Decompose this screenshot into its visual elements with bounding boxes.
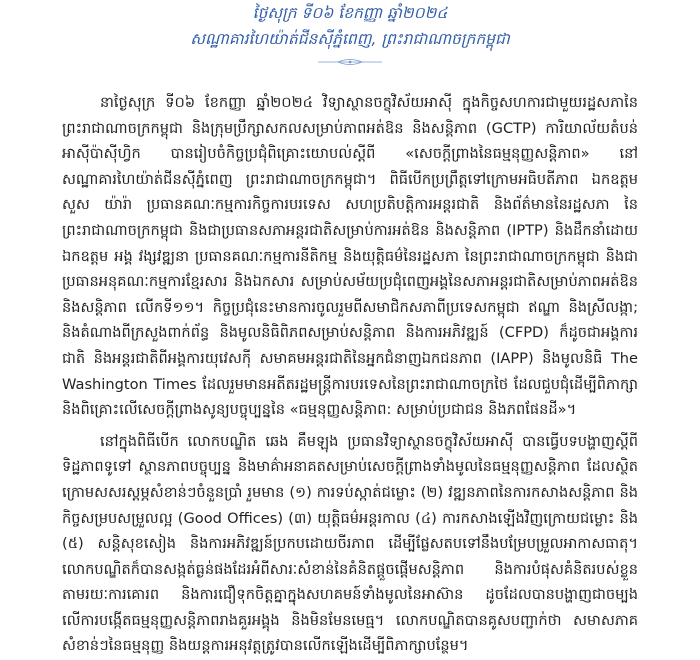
header-date: ថ្ងៃសុក្រ ទី០៦ ខែកញ្ញា ឆ្នាំ២០២៤ [252,4,448,22]
header-divider-ornament [62,58,638,66]
body-paragraph-2: នៅក្នុងពិធីបើក លោកបណ្ឌិត ឆេង គឹមឡុង ប្រធានវិទ្យាស្ថានចក្ខុវិស័យអាស៊ី បានធ្វើបទបង្ហាញស្តីពីទិដ្ឋភាពទូទៅ ស្ថានភាពបច្ចុប្បន្ន និងមាគ៌ាអនាគតសម្រាប់សេចក្តីព្រាងទាំងមូលនៃធម្មនុញ្ញសន្តិភាព ដែលស្ថិតក្រោមសសរស្តម្ភសំខាន់ៗចំនួនប្រាំ រួមមាន (១) ការទប់ស្កាត់ជម្លោះ (២) វឌ្ឍនភាពនៃការកសាងសន្តិភាព និងកិច្ចសម្របសម្រួលល្អ (Good Offices) (៣) យុត្តិធម៌អន្តរកាល (៤) ការកសាងឡើងវិញក្រោយជម្លោះ និង (៥) សន្តិសុខសៀង និងការអភិវឌ្ឍន៍ប្រកបដោយចីរភាព ដើម្បីផ្លែសតបទៅនឹងបម្រែបម្រួលអាកាសធាតុ។ លោកបណ្ឌិតក៏បានសង្កត់ធ្ងន់ផងដែរអំពីសារៈសំខាន់នៃគំនិតផ្តួចផ្តើមសន្តិភាព និងការបំផុសគំនិតរបស់ខ្លួន តាមរយៈការគោរព និងការជឿទុកចិត្តគ្នាក្នុងសហគមន៍ទាំងមូលនៃអាស៊ាន ដូចដែលបានបង្ហាញជាចម្បងលើការបង្កើតធម្មនុញ្ញសន្តិភាពរាងគួរអង្គុង និងមិនមែនមេធ្ម។ លោកបណ្ឌិតបានគូសបញ្ជាក់ថា សមាសភាគសំខាន់ៗនៃធម្មនុញ្ញ និងយន្តការអនុវត្តត្រូវបានលើកឡើងដើម្បីពិភាក្សាបន្ថែម។ [62,432,638,655]
document-header [62,0,638,52]
body-paragraph-1: នាថ្ងៃសុក្រ ទី០៦ ខែកញ្ញា ឆ្នាំ២០២៤ វិទ្យាស្ថានចក្ខុវិស័យអាស៊ី ក្នុងកិច្ចសហការជាមួយរដ្ឋសភានៃព្រះរាជាណាចក្រកម្ពុជា និងក្រុមប្រឹក្សាសកលសម្រាប់ភាពអត់ឱន និងសន្តិភាព (GCTP) ការិយាល័យតំបន់អាស៊ីប៉ាស៊ីហ្វិក បានរៀបចំកិច្ចប្រជុំពិគ្រោះយោបល់ស្តីពី «សេចក្តីព្រាងនៃធម្មនុញ្ញសន្តិភាព» នៅសណ្ឋាគារហៃយ៉ាត់ជីនសុីភ្នំពេញ ព្រះរាជាណាចក្រកម្ពុជា។ ពិធីបើកប្រព្រឹត្តទៅក្រោមអធិបតីភាព ឯកឧត្តម សួស យ៉ារ៉ា ប្រធានគណៈកម្មការកិច្ចការបរទេស សហប្រតិបត្តិការអន្តរជាតិ និងព័ត៌មាននៃរដ្ឋសភា នៃព្រះរាជាណាចក្រកម្ពុជា និងជាប្រធានសភាអន្តរជាតិសម្រាប់ការអត់ឱន និងសន្តិភាព (IPTP) និងដឹកនាំដោយ ឯកឧត្តម អង្គ វង្សវឌ្ឍនា ប្រធានគណៈកម្មការនីតិកម្ម និងយុត្តិធម៌នៃរដ្ឋសភា នៃព្រះរាជាណាចក្រកម្ពុជា និងជាប្រធានអនុគណៈកម្មការខ្មែរសារ និងឯកសារ សម្រាប់សម័យប្រជុំពេញអង្គនៃសភាអន្តរជាតិសម្រាប់ភាពអត់ឱន និងសន្តិភាព លើកទី១១។ កិច្ចប្រជុំនេះមានការចូលរួមពីសមាជិកសភាពីប្រទេសកម្ពុជា ឥណ្ឌា និងស្រីលង្កា; និងតំណាងពីក្រសួងពាក់ព័ន្ធ និងមូលនិធិពិភពសម្រាប់សន្តិភាព និងការអភិវឌ្ឍន៍ (CFPD) ក៏ដូចជាអង្គការជាតិ និងអន្តរជាតិពីអង្គការយុវេសកុី សមាគមអន្តរជាតិនៃអ្នកជំនាញឯកជនភាព (IAPP) និងមូលនិធិ The Washington Times ដែលរួមមានអតីតរដ្ឋមន្ត្រីការបរទេសនៃព្រះរាជាណាចក្រថៃ ដែលជួបជុំដើម្បីពិភាក្សា និងពិគ្រោះលើសេចក្តីព្រាងសូន្យបច្ចុប្បន្ននៃ «ធម្មនុញ្ញសន្តិភាព: សម្រាប់ប្រជាជន និងភពផែនដី»។ [62,94,638,419]
header-location: សណ្ឋាគារហៃយ៉ាត់ជីនសុីភ្នំពេញ, ព្រះរាជាណាចក្រកម្ពុជា [190,30,510,48]
divider-ornament-icon [318,58,382,66]
document-body [62,90,638,659]
